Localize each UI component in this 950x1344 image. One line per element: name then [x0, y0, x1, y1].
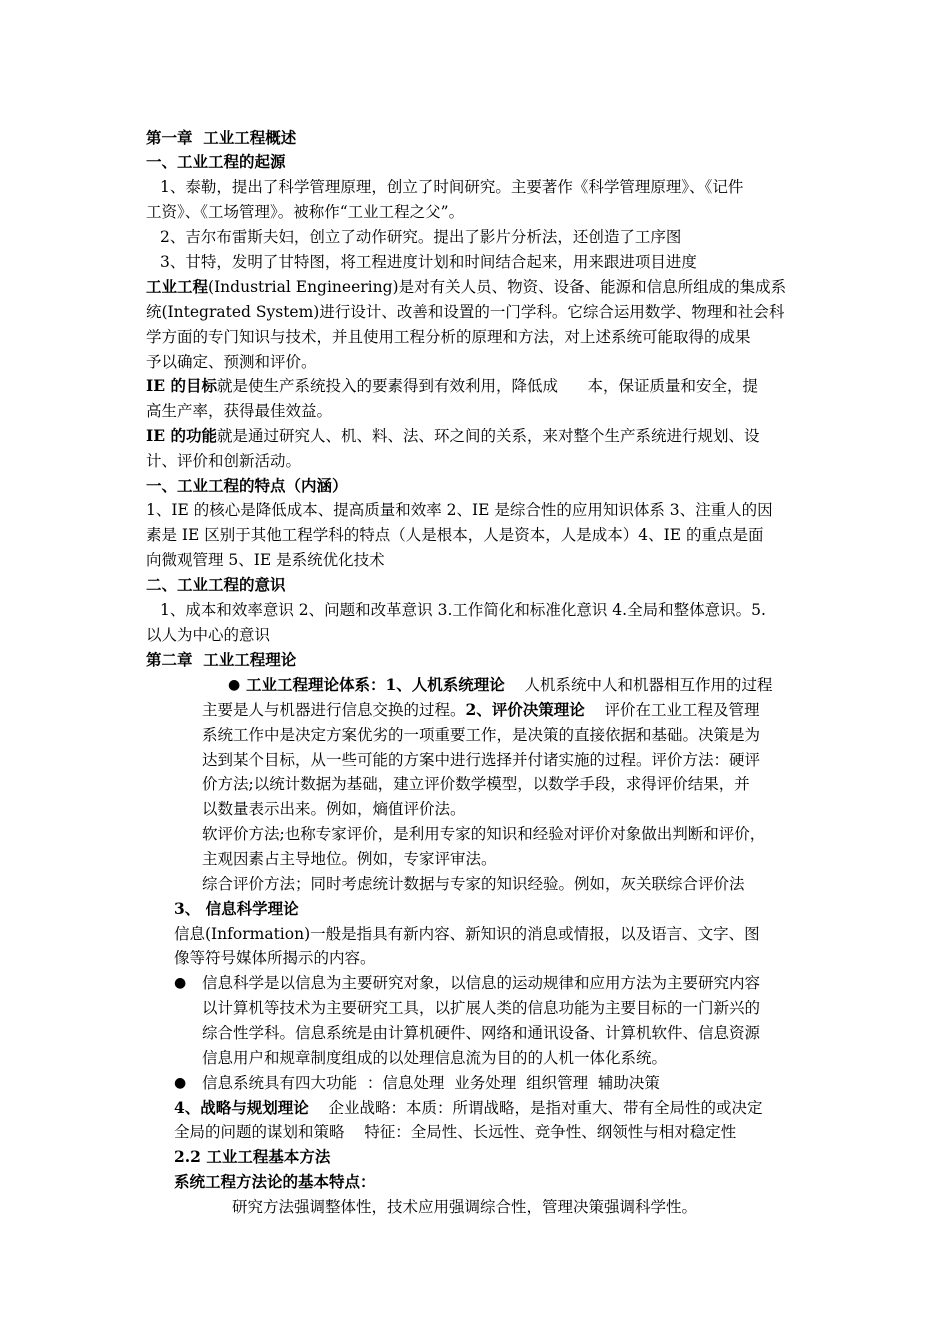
chapter-1-heading [146, 126, 296, 150]
bullet-icon: ● [174, 975, 187, 991]
bold-text: 第一章 工业工程概述 [146, 128, 297, 147]
text: 软评价方法;也称专家评价，是利用专家的知识和经验对评价对象做出判断和评价， [202, 825, 766, 843]
text: (Industrial Engineering)是对有关人员、物资、设备、能源和信息所组成的集成系 [208, 278, 787, 296]
paragraph-line [202, 996, 760, 1020]
bold-text: 4、战略与规划理论 [174, 1098, 309, 1117]
text: 1、泰勒，提出了科学管理原理，创立了时间研究。主要著作《科学管理原理》、《记件 [160, 178, 744, 196]
paragraph-line [202, 822, 765, 846]
text: 全局的问题的谋划和策略 特征：全局性、长远性、竞争性、纲领性与相对稳定性 [174, 1123, 737, 1141]
text: 就是通过研究人、机、料、法、环之间的关系，来对整个生产系统进行规划、设 [216, 427, 760, 445]
paragraph-line [174, 1120, 736, 1144]
bold-text: 工业工程 [146, 277, 209, 296]
text: 2、吉尔布雷斯夫妇，创立了动作研究。提出了影片分析法，还创造了工序图 [160, 228, 682, 246]
text: 就是使生产系统投入的要素得到有效利用，降低成 本，保证质量和安全，提 [216, 377, 759, 395]
bold-text: 2.2 工业工程基本方法 [174, 1147, 331, 1166]
bold-text: 工业工程理论体系：1、人机系统理论 [246, 675, 505, 694]
text: 像等符号媒体所揭示的内容。 [174, 949, 376, 967]
paragraph-line [202, 1021, 760, 1045]
paragraph-line [202, 1046, 667, 1070]
text: 予以确定、预测和评价。 [146, 353, 317, 371]
section-features-heading [146, 474, 348, 498]
subsection-info-heading [174, 897, 299, 921]
paragraph-line [232, 1195, 697, 1219]
text: 系统工作中是决定方案优劣的一项重要工作，是决策的直接依据和基础。决策是为 [202, 726, 761, 744]
text: 1、IE 的核心是降低成本、提高质量和效率 2、IE 是综合性的应用知识体系 3、注重人的因 [146, 501, 773, 519]
paragraph-line [174, 1096, 763, 1120]
paragraph-line [146, 498, 773, 522]
paragraph-line [174, 946, 376, 970]
paragraph-line [146, 623, 270, 647]
text: 素是 IE 区别于其他工程学科的特点（人是根本，人是资本，人是成本）4、IE 的重点是面 [146, 526, 764, 544]
text: 3、甘特，发明了甘特图，将工程进度计划和时间结合起来，用来跟进项目进度 [160, 253, 697, 271]
text: 主要是人与机器进行信息交换的过程。 [202, 701, 466, 719]
paragraph-line [160, 598, 766, 622]
paragraph-line [146, 399, 332, 423]
text: 综合评价方法；同时考虑统计数据与专家的知识经验。例如，灰关联综合评价法 [202, 875, 745, 893]
bold-text: IE 的目标 [146, 376, 217, 395]
text: 向微观管理 5、IE 是系统优化技术 [146, 551, 385, 569]
text: 信息系统具有四大功能 ：信息处理 业务处理 组织管理 辅助决策 [202, 1074, 660, 1092]
text: 信息科学是以信息为主要研究对象，以信息的运动规律和应用方法为主要研究内容 [202, 974, 761, 992]
section-origin-heading [146, 150, 286, 174]
paragraph-line [202, 847, 497, 871]
section-2-2-heading [174, 1145, 330, 1169]
bold-text: 系统工程方法论的基本特点： [174, 1172, 376, 1191]
text: 主观因素占主导地位。例如，专家评审法。 [202, 850, 497, 868]
text: 统(Integrated System)进行设计、改善和设置的一门学科。它综合运用数学、物理和社会科 [146, 303, 785, 321]
bullet-icon: ● [174, 1075, 187, 1091]
paragraph-line [146, 325, 751, 349]
bold-text: 一、工业工程的特点（内涵） [146, 476, 348, 495]
text: 学方面的专门知识与技术，并且使用工程分析的原理和方法，对上述系统可能取得的成果 [146, 328, 751, 346]
text: 高生产率，获得最佳效益。 [146, 402, 333, 420]
text: 工资》、《工场管理》。被称作“工业工程之父”。 [146, 203, 465, 221]
paragraph-line [202, 698, 760, 722]
paragraph-line [146, 523, 764, 547]
text: 价方法;以统计数据为基础，建立评价数学模型，以数学手段，求得评价结果，并 [202, 775, 750, 793]
text: 以数量表示出来。例如，熵值评价法。 [202, 800, 466, 818]
bold-text: 2、评价决策理论 [465, 700, 585, 719]
paragraph-line [202, 1071, 660, 1095]
text: 计、评价和创新活动。 [146, 452, 302, 470]
text: 评价在工业工程及管理 [584, 701, 760, 719]
bold-text: 3、 信息科学理论 [174, 899, 299, 918]
section-awareness-heading [146, 573, 286, 597]
text: 1、成本和效率意识 2、问题和改革意识 3.工作简化和标准化意识 4.全局和整体意识。5. [160, 601, 766, 619]
paragraph-line [174, 922, 760, 946]
paragraph-line [146, 300, 784, 324]
paragraph-line [246, 673, 773, 697]
paragraph-line [146, 548, 385, 572]
paragraph-line [146, 275, 786, 299]
chapter-2-heading [146, 648, 296, 672]
paragraph-line [202, 772, 750, 796]
bold-text: IE 的功能 [146, 426, 217, 445]
paragraph-line [202, 872, 745, 896]
text: 人机系统中人和机器相互作用的过程 [504, 676, 773, 694]
paragraph-line [160, 250, 697, 274]
text: 以计算机等技术为主要研究工具，以扩展人类的信息功能为主要目标的一门新兴的 [202, 999, 761, 1017]
paragraph-line [202, 748, 760, 772]
text: 信息用户和规章制度组成的以处理信息流为目的的人机一体化系统。 [202, 1049, 668, 1067]
paragraph-line [146, 200, 464, 224]
bold-text: 二、工业工程的意识 [146, 575, 286, 594]
text: 研究方法强调整体性，技术应用强调综合性，管理决策强调科学性。 [232, 1198, 698, 1216]
bullet-icon: ● [228, 677, 241, 693]
paragraph-line [202, 971, 760, 995]
text: 达到某个目标，从一些可能的方案中进行选择并付诸实施的过程。评价方法：硬评 [202, 751, 761, 769]
bold-text: 第二章 工业工程理论 [146, 650, 297, 669]
paragraph-line [202, 723, 760, 747]
paragraph-line [160, 175, 743, 199]
subsection-systems-heading [174, 1170, 376, 1194]
text: 企业战略：本质：所谓战略，是指对重大、带有全局性的或决定 [308, 1099, 763, 1117]
paragraph-line [160, 225, 681, 249]
text: 以人为中心的意识 [146, 626, 271, 644]
paragraph-line [146, 424, 759, 448]
paragraph-line [146, 449, 301, 473]
text: 信息(Information)一般是指具有新内容、新知识的消息或情报，以及语言、文字、图 [174, 925, 760, 943]
bold-text: 一、工业工程的起源 [146, 152, 286, 171]
paragraph-line [202, 797, 466, 821]
paragraph-line [146, 374, 758, 398]
paragraph-line [146, 350, 317, 374]
text: 综合性学科。信息系统是由计算机硬件、网络和通讯设备、计算机软件、信息资源 [202, 1024, 761, 1042]
